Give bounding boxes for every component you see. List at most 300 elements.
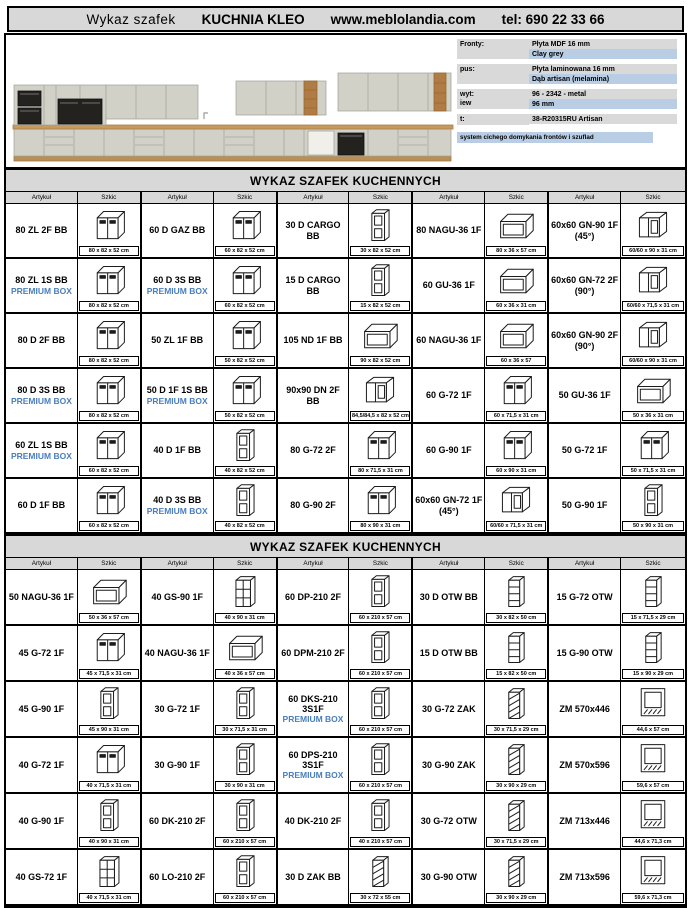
cabinet-base-icon (349, 480, 411, 521)
cabinet-shelf-icon (485, 571, 547, 613)
premium-box-label: PREMIUM BOX (146, 505, 208, 516)
sketch-cell (78, 850, 142, 906)
column-header-article: Artykuł (549, 558, 621, 569)
article-cell (142, 794, 214, 850)
sketch-cell (485, 850, 549, 906)
spec-label (457, 39, 529, 59)
article-code: 40 D 3S BB (153, 495, 202, 506)
article-code: 50 D 1F 1S BB (146, 385, 208, 396)
cabinet-tall-icon (214, 795, 276, 837)
dimensions-label: 60 x 71,5 x 31 cm (486, 411, 546, 421)
article-code: 30 G-90 1F (154, 759, 200, 770)
article-cell (549, 626, 621, 682)
sketch-cell (78, 738, 142, 794)
sketch-cell (78, 794, 142, 850)
dimensions-label: 50 x 90 x 31 cm (622, 521, 684, 531)
cabinet-wide-icon (485, 315, 547, 356)
sketch-cell (78, 479, 142, 534)
cabinet-wide-icon (214, 627, 276, 669)
cabinet-wide-icon (621, 370, 685, 411)
column-header-article: Artykuł (413, 192, 485, 203)
premium-box-label: PREMIUM BOX (10, 395, 72, 406)
column-header-sketch: Szkic (349, 192, 413, 203)
cabinet-zigzag-icon (349, 851, 411, 893)
sketch-cell (214, 570, 278, 626)
dimensions-label: 59,6 x 57 cm (622, 781, 684, 791)
article-code: 30 G-90 OTW (420, 871, 477, 882)
cabinet-frame-icon (621, 795, 685, 837)
sketch-cell (214, 794, 278, 850)
dimensions-label: 60 x 82 x 52 cm (215, 246, 275, 256)
dimensions-label: 30 x 90 x 31 cm (215, 781, 275, 791)
column-header-sketch: Szkic (349, 558, 413, 569)
article-code: 60 DPM-210 2F (281, 647, 345, 658)
article-code: 60 NAGU-36 1F (416, 335, 482, 346)
cabinet-base-icon (621, 425, 685, 466)
premium-box-label: PREMIUM BOX (282, 770, 344, 781)
premium-box-label: PREMIUM BOX (10, 285, 72, 296)
article-code: 60x60 GN-90 1F (45°) (551, 220, 619, 241)
page-title: Wykaz szafek (86, 11, 176, 27)
article-code: 50 G-72 1F (561, 445, 608, 456)
cabinet-wide-icon (349, 315, 411, 356)
sketch-cell (349, 626, 413, 682)
phone-text: tel: 690 22 33 66 (501, 11, 605, 27)
article-code: 30 G-72 1F (154, 703, 200, 714)
sketch-cell (621, 794, 685, 850)
article-code: 60x60 GN-72 2F (90°) (551, 275, 619, 296)
premium-box-label: PREMIUM BOX (146, 285, 208, 296)
dimensions-label: 50 x 82 x 52 cm (215, 356, 275, 366)
spec-values (529, 39, 677, 59)
sketch-cell (214, 479, 278, 534)
dimensions-label: 40 x 71,5 x 31 cm (79, 893, 139, 903)
dimensions-label: 30 x 90 x 29 cm (486, 893, 546, 903)
dimensions-label: 60 x 210 x 57 cm (215, 837, 275, 847)
article-cell (278, 682, 350, 738)
sketch-cell (78, 570, 142, 626)
sketch-cell (214, 259, 278, 314)
dimensions-label: 80 x 82 x 52 cm (79, 411, 139, 421)
article-cell (278, 794, 350, 850)
cabinet-corner-icon (621, 205, 685, 246)
catalog-section (6, 534, 685, 906)
cabinet-base-icon (78, 260, 140, 301)
sketch-cell (214, 682, 278, 738)
spec-values (529, 114, 677, 125)
dimensions-label: 50 x 82 x 52 cm (215, 411, 275, 421)
column-header-article: Artykuł (142, 192, 214, 203)
article-cell (413, 479, 485, 534)
article-code: 30 D CARGO BB (285, 220, 341, 241)
cabinet-base-icon (78, 425, 140, 466)
sketch-cell (349, 424, 413, 479)
article-code: ZM 570x596 (559, 759, 610, 770)
cabinet-tall-icon (214, 425, 276, 466)
article-cell (549, 314, 621, 369)
article-code: ZM 713x446 (559, 815, 610, 826)
article-code: 80 G-72 2F (290, 445, 336, 456)
dimensions-label: 40 x 82 x 52 cm (215, 466, 275, 476)
dimensions-label: 30 x 71,5 x 31 cm (215, 725, 275, 735)
article-cell (278, 850, 350, 906)
article-code: 40 G-72 1F (18, 759, 65, 770)
article-code: 60 D 1F BB (17, 500, 66, 511)
column-header-article: Artykuł (6, 192, 78, 203)
article-code: 40 GS-90 1F (151, 591, 203, 602)
article-cell (6, 626, 78, 682)
sketch-cell (349, 479, 413, 534)
spec-row (457, 114, 681, 125)
article-code: ZM 570x446 (559, 703, 610, 714)
sketch-cell (485, 738, 549, 794)
article-code: 45 G-90 1F (18, 703, 65, 714)
article-cell (278, 259, 350, 314)
spec-label (457, 114, 529, 125)
sketch-cell (78, 369, 142, 424)
article-cell (278, 424, 350, 479)
article-code: 90x90 DN 2F BB (286, 385, 340, 406)
dimensions-label: 80 x 82 x 52 cm (79, 356, 139, 366)
sketch-cell (349, 682, 413, 738)
article-code: 105 ND 1F BB (283, 335, 343, 346)
article-cell (413, 259, 485, 314)
cabinet-corner-icon (621, 260, 685, 301)
article-cell (549, 204, 621, 259)
sketch-cell (621, 570, 685, 626)
cabinet-base-icon (485, 370, 547, 411)
cabinet-base-icon (78, 205, 140, 246)
sketch-cell (485, 314, 549, 369)
dimensions-label: 15 x 82 x 50 cm (486, 669, 546, 679)
cabinet-tall-icon (349, 260, 411, 301)
sketch-cell (485, 570, 549, 626)
cabinet-tall-icon (621, 480, 685, 521)
cabinet-base-icon (214, 370, 276, 411)
column-header-sketch: Szkic (485, 558, 549, 569)
cabinet-shelf-icon (621, 627, 685, 669)
article-cell (413, 738, 485, 794)
dimensions-label: 40 x 90 x 31 cm (79, 837, 139, 847)
article-code: 60 DP-210 2F (284, 591, 342, 602)
column-header-article: Artykuł (6, 558, 78, 569)
article-cell (6, 424, 78, 479)
column-header-sketch: Szkic (485, 192, 549, 203)
sketch-cell (621, 626, 685, 682)
dimensions-label: 40 x 210 x 57 cm (350, 837, 410, 847)
article-cell (142, 850, 214, 906)
sketch-cell (621, 424, 685, 479)
article-cell (142, 314, 214, 369)
column-header-row (6, 192, 685, 204)
spec-value-text: Clay grey (529, 49, 677, 59)
article-cell (6, 204, 78, 259)
article-code: 40 D 1F BB (153, 445, 201, 456)
column-header-sketch: Szkic (214, 558, 278, 569)
cabinet-base-icon (78, 370, 140, 411)
cabinet-tall-icon (349, 683, 411, 725)
article-cell (413, 570, 485, 626)
article-cell (413, 204, 485, 259)
dimensions-label: 30 x 90 x 29 cm (486, 781, 546, 791)
article-code: 30 G-90 ZAK (422, 759, 476, 770)
sketch-cell (349, 259, 413, 314)
article-cell (142, 682, 214, 738)
sketch-cell (349, 794, 413, 850)
cabinet-base-icon (214, 315, 276, 356)
cabinet-grid (6, 570, 685, 906)
column-header-row (6, 558, 685, 570)
spec-values (529, 89, 677, 109)
cabinet-tall-icon (78, 795, 140, 837)
sketch-cell (349, 570, 413, 626)
sketch-cell (78, 626, 142, 682)
spec-row (457, 39, 681, 59)
spec-value-text: 38-R20315RU Artisan (529, 114, 677, 124)
sketch-cell (349, 738, 413, 794)
spec-panel (457, 39, 681, 143)
cabinet-base-icon (78, 480, 140, 521)
sketch-cell (485, 259, 549, 314)
sketch-cell (485, 204, 549, 259)
article-cell (278, 369, 350, 424)
article-code: 80 ZL 2F BB (15, 225, 68, 236)
sketch-cell (349, 314, 413, 369)
article-code: 60x60 GN-72 1F (45°) (415, 495, 483, 516)
dimensions-label: 80 x 82 x 52 cm (79, 301, 139, 311)
cabinet-frame-icon (621, 683, 685, 725)
cabinet-zigzag-icon (485, 739, 547, 781)
article-cell (6, 314, 78, 369)
article-cell (278, 570, 350, 626)
dimensions-label: 44,6 x 57 cm (622, 725, 684, 735)
section-title: WYKAZ SZAFEK KUCHENNYCH (6, 168, 685, 192)
spec-row (457, 89, 681, 109)
dimensions-label: 60/60 x 71,5 x 31 cm (486, 521, 546, 531)
article-code: ZM 713x596 (559, 871, 610, 882)
sketch-cell (349, 369, 413, 424)
article-code: 15 G-72 OTW (556, 591, 613, 602)
article-code: 60 D GAZ BB (149, 225, 206, 236)
dimensions-label: 45 x 71,5 x 31 cm (79, 669, 139, 679)
dimensions-label: 60 x 82 x 52 cm (79, 521, 139, 531)
article-cell (413, 794, 485, 850)
article-cell (142, 424, 214, 479)
article-cell (6, 259, 78, 314)
sketch-cell (349, 204, 413, 259)
sketch-cell (214, 738, 278, 794)
cabinet-tall-icon (349, 571, 411, 613)
cabinet-glass-icon (78, 851, 140, 893)
sketch-cell (485, 479, 549, 534)
dimensions-label: 60 x 210 x 57 cm (350, 613, 410, 623)
article-cell (549, 424, 621, 479)
cabinet-base-icon (78, 315, 140, 356)
column-header-sketch: Szkic (214, 192, 278, 203)
dimensions-label: 60 x 210 x 57 cm (350, 781, 410, 791)
dimensions-label: 44,6 x 71,3 cm (622, 837, 684, 847)
sketch-cell (485, 682, 549, 738)
article-cell (6, 738, 78, 794)
cabinet-base-icon (349, 425, 411, 466)
spec-label (457, 89, 529, 109)
cabinet-base-icon (214, 260, 276, 301)
sketch-cell (621, 682, 685, 738)
dimensions-label: 30 x 82 x 52 cm (350, 246, 410, 256)
article-code: 60 ZL 1S BB (15, 440, 68, 451)
spec-value-text: 96 - 2342 - metal (529, 89, 677, 99)
cabinet-zigzag-icon (485, 851, 547, 893)
cabinet-corner-icon (349, 370, 411, 411)
premium-box-label: PREMIUM BOX (146, 395, 208, 406)
article-cell (278, 204, 350, 259)
dimensions-label: 60 x 36 x 31 cm (486, 301, 546, 311)
dimensions-label: 80 x 71,5 x 31 cm (350, 466, 410, 476)
kitchen-elevation-icon (8, 35, 466, 165)
article-cell (6, 479, 78, 534)
column-header-sketch: Szkic (78, 192, 142, 203)
cabinet-tall-icon (349, 739, 411, 781)
article-cell (142, 738, 214, 794)
article-cell (413, 369, 485, 424)
dimensions-label: 45 x 90 x 31 cm (79, 725, 139, 735)
sketch-cell (78, 204, 142, 259)
sketch-cell (621, 314, 685, 369)
article-cell (278, 626, 350, 682)
dimensions-label: 80 x 82 x 52 cm (79, 246, 139, 256)
article-cell (278, 479, 350, 534)
article-cell (6, 850, 78, 906)
article-code: 60 DPS-210 3S1F (288, 749, 338, 770)
sketch-cell (621, 369, 685, 424)
sketch-cell (78, 424, 142, 479)
article-cell (142, 369, 214, 424)
cabinet-glass-icon (214, 571, 276, 613)
article-code: 30 D OTW BB (419, 591, 478, 602)
dimensions-label: 90 x 82 x 52 cm (350, 356, 410, 366)
article-code: 40 GS-72 1F (15, 871, 68, 882)
article-cell (549, 794, 621, 850)
kitchen-name: KUCHNIA KLEO (201, 11, 305, 27)
cabinet-tall-icon (214, 683, 276, 725)
dimensions-label: 30 x 71,5 x 29 cm (486, 725, 546, 735)
column-header-article: Artykuł (413, 558, 485, 569)
dimensions-label: 60/60 x 71,5 x 31 cm (622, 301, 684, 311)
article-code: 60 DK-210 2F (148, 815, 206, 826)
dimensions-label: 40 x 90 x 31 cm (215, 613, 275, 623)
cabinet-frame-icon (621, 851, 685, 893)
dimensions-label: 84,5/84,5 x 82 x 52 cm (351, 413, 409, 419)
article-cell (549, 570, 621, 626)
dimensions-label: 50 x 36 x 31 cm (622, 411, 684, 421)
soft-close-footnote: system cichego domykania frontów i szuflad (457, 132, 653, 143)
dimensions-label: 60/60 x 90 x 31 cm (622, 246, 684, 256)
spec-value-text: Płyta laminowana 16 mm (529, 64, 677, 74)
titlebar (7, 6, 684, 32)
section-title: WYKAZ SZAFEK KUCHENNYCH (6, 534, 685, 558)
sketch-cell (621, 204, 685, 259)
cabinet-tall-icon (349, 627, 411, 669)
cabinet-shelf-icon (485, 627, 547, 669)
premium-box-label: PREMIUM BOX (10, 450, 72, 461)
article-cell (142, 259, 214, 314)
article-cell (549, 738, 621, 794)
spec-label-text: t: (460, 116, 465, 123)
article-code: 50 NAGU-36 1F (8, 591, 74, 602)
article-cell (413, 314, 485, 369)
sketch-cell (214, 850, 278, 906)
sketch-cell (214, 424, 278, 479)
dimensions-label: 40 x 82 x 52 cm (215, 521, 275, 531)
dimensions-label: 60 x 210 x 57 cm (215, 893, 275, 903)
column-header-sketch: Szkic (645, 194, 661, 201)
sketch-cell (78, 259, 142, 314)
cabinet-corner-icon (485, 480, 547, 521)
cabinet-tall-icon (214, 480, 276, 521)
article-cell (6, 682, 78, 738)
premium-box-label: PREMIUM BOX (282, 714, 344, 725)
cabinet-frame-icon (621, 739, 685, 781)
cabinet-grid (6, 204, 685, 534)
article-cell (413, 850, 485, 906)
article-code: 80 G-90 2F (290, 500, 336, 511)
spec-label-text: wyt: (460, 91, 474, 98)
sketch-cell (214, 314, 278, 369)
dimensions-label: 60 x 210 x 57 cm (350, 669, 410, 679)
website-text: www.meblolandia.com (330, 11, 476, 27)
column-header-article: Artykuł (142, 558, 214, 569)
dimensions-label: 50 x 36 x 57 cm (79, 613, 139, 623)
column-header-sketch: Szkic (645, 560, 661, 567)
article-code: 15 D CARGO BB (285, 275, 341, 296)
spec-label (457, 64, 529, 84)
cabinet-tall-icon (349, 205, 411, 246)
dimensions-label: 15 x 71,5 x 29 cm (622, 613, 684, 623)
article-cell (549, 369, 621, 424)
catalog-section (6, 168, 685, 534)
sketch-cell (214, 369, 278, 424)
cabinet-shelf-icon (621, 571, 685, 613)
column-header-article: Artykuł (278, 558, 350, 569)
dimensions-label: 40 x 71,5 x 31 cm (79, 781, 139, 791)
article-code: 60 LO-210 2F (149, 871, 206, 882)
article-cell (549, 479, 621, 534)
cabinet-base-icon (78, 627, 140, 669)
cabinet-tall-icon (349, 795, 411, 837)
sketch-cell (485, 424, 549, 479)
dimensions-label: 30 x 72 x 55 cm (350, 893, 410, 903)
dimensions-label: 60 x 210 x 57 cm (350, 725, 410, 735)
article-cell (142, 626, 214, 682)
sketch-cell (349, 850, 413, 906)
article-cell (413, 424, 485, 479)
cabinet-tall-icon (214, 851, 276, 893)
article-code: 80 D 2F BB (17, 335, 66, 346)
article-code: 30 D ZAK BB (285, 871, 341, 882)
sketch-cell (621, 850, 685, 906)
article-code: 60 GU-36 1F (422, 280, 475, 291)
cabinet-zigzag-icon (485, 683, 547, 725)
kitchen-render-image (8, 35, 466, 165)
cabinet-tall-icon (214, 739, 276, 781)
article-cell (142, 204, 214, 259)
article-cell (413, 626, 485, 682)
article-code: 40 DK-210 2F (284, 815, 342, 826)
spec-value-text: Płyta MDF 16 mm (529, 39, 677, 49)
cabinet-zigzag-icon (485, 795, 547, 837)
article-code: 50 G-90 1F (561, 500, 608, 511)
spec-values (529, 64, 677, 84)
